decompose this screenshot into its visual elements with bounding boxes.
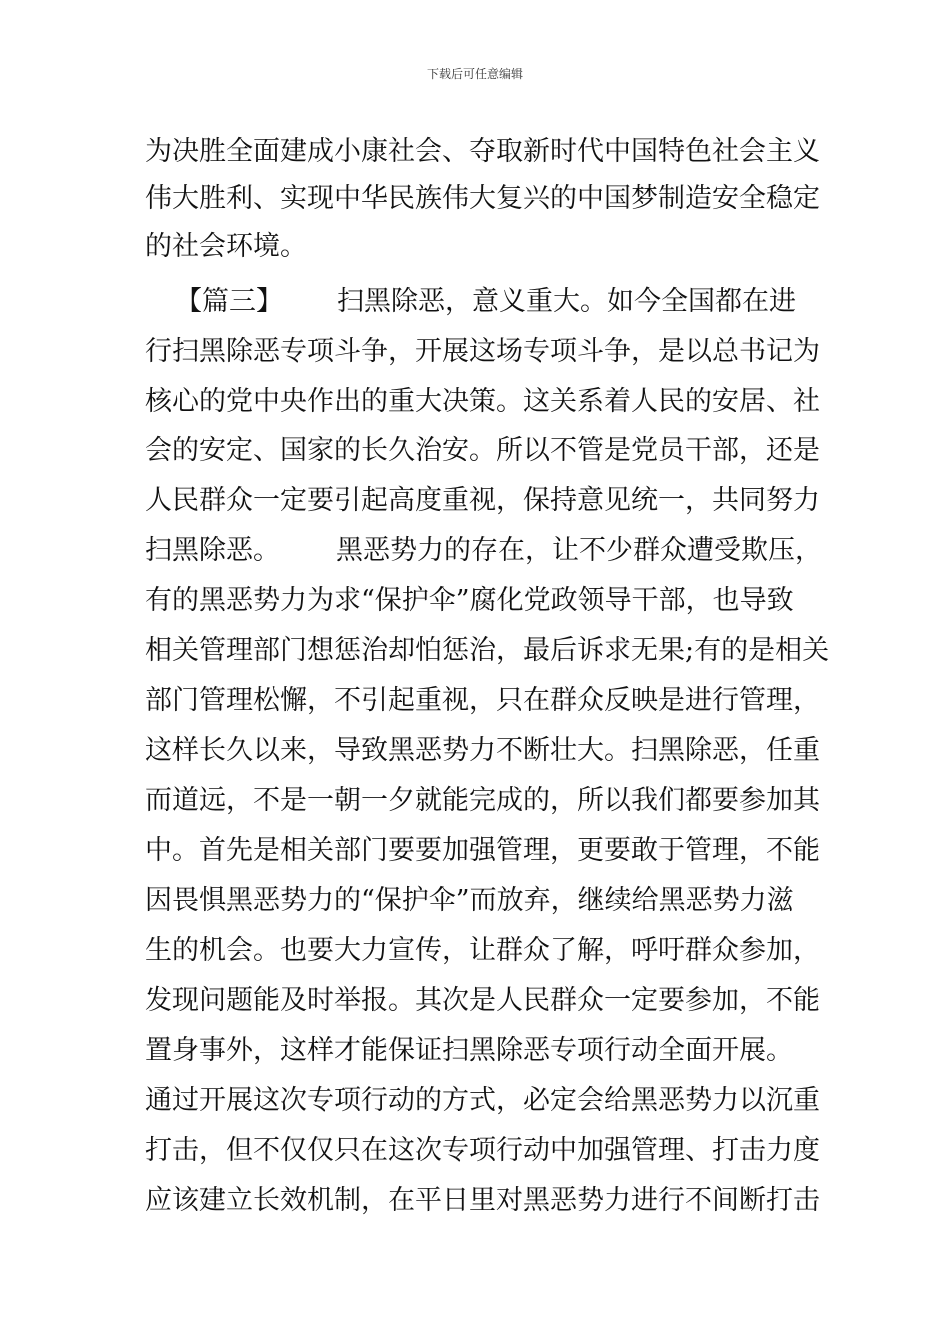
text-line: 发现问题能及时举报。其次是人民群众一定要参加，不能 bbox=[145, 985, 820, 1016]
mixed-text-line bbox=[145, 530, 822, 572]
text-line: 因畏惧黑恶势力的“保护伞”而放弃，继续给黑恶势力滋 bbox=[145, 885, 794, 916]
text-line: 的社会环境。 bbox=[145, 231, 307, 262]
text-line: 而道远，不是一朝一夕就能完成的，所以我们都要参加其 bbox=[145, 785, 820, 816]
text-segment: 黑恶势力的存在，让不少群众遭受欺压， bbox=[336, 535, 822, 566]
text-line: 中。首先是相关部门要要加强管理，更要敢于管理，不能 bbox=[145, 835, 820, 866]
page-header: 下载后可任意编辑 bbox=[426, 67, 523, 81]
text-line: 有的黑恶势力为求“保护伞”腐化党政领导干部，也导致 bbox=[145, 585, 794, 616]
text-segment: 扫黑除恶。 bbox=[145, 535, 280, 566]
text-line: 核心的党中央作出的重大决策。这关系着人民的安居、社 bbox=[145, 386, 820, 417]
text-line: 生的机会。也要大力宣传，让群众了解，呼吁群众参加， bbox=[145, 935, 820, 966]
text-line: 部门管理松懈，不引起重视，只在群众反映是进行管理， bbox=[145, 685, 820, 716]
text-line: 通过开展这次专项行动的方式，必定会给黑恶势力以沉重 bbox=[145, 1085, 820, 1116]
text-line: 这样长久以来，导致黑恶势力不断壮大。扫黑除恶，任重 bbox=[145, 735, 820, 766]
text-segment: 扫黑除恶，意义重大。如今全国都在进 bbox=[337, 286, 796, 317]
text-line: 会的安定、国家的长久治安。所以不管是党员干部，还是 bbox=[145, 435, 820, 466]
paragraph-first-line bbox=[175, 281, 796, 323]
text-line: 行扫黑除恶专项斗争，开展这场专项斗争，是以总书记为 bbox=[145, 336, 820, 367]
text-line: 置身事外，这样才能保证扫黑除恶专项行动全面开展。 bbox=[145, 1035, 793, 1066]
text-line: 人民群众一定要引起高度重视，保持意见统一，共同努力 bbox=[145, 485, 820, 516]
section-label: 【篇三】 bbox=[175, 286, 283, 317]
text-line: 伟大胜利、实现中华民族伟大复兴的中国梦制造安全稳定 bbox=[145, 183, 820, 214]
text-line: 相关管理部门想惩治却怕惩治，最后诉求无果;有的是相关 bbox=[145, 635, 830, 666]
text-line: 应该建立长效机制，在平日里对黑恶势力进行不间断打击 bbox=[145, 1185, 820, 1216]
text-line: 打击，但不仅仅只在这次专项行动中加强管理、打击力度 bbox=[145, 1135, 820, 1166]
text-line: 为决胜全面建成小康社会、夺取新时代中国特色社会主义 bbox=[145, 136, 820, 167]
